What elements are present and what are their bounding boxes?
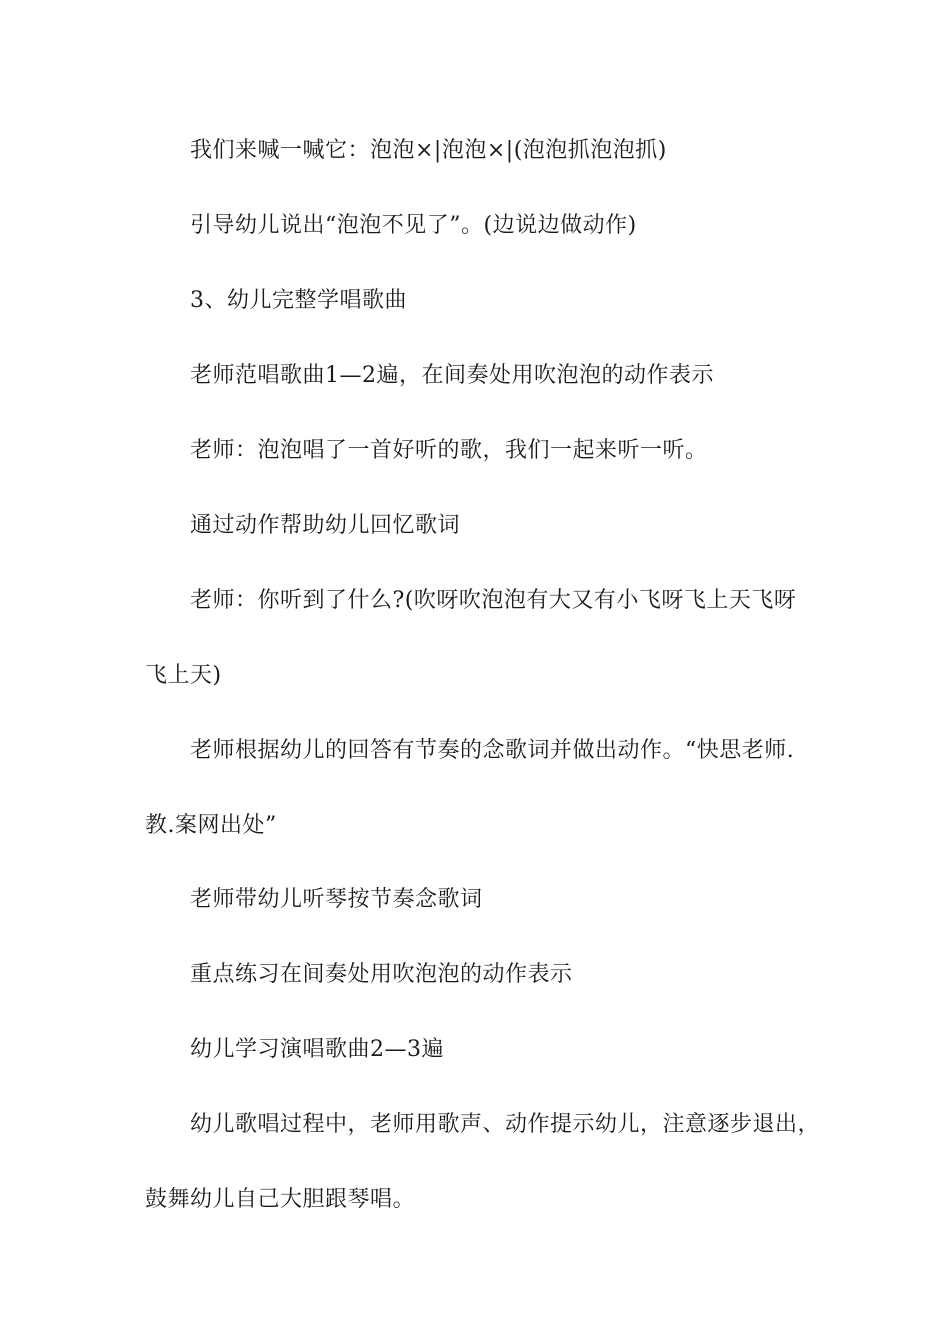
paragraph-line: 幼儿歌唱过程中，老师用歌声、动作提示幼儿，注意逐步退出， xyxy=(190,1112,821,1137)
paragraph-line: 老师：泡泡唱了一首好听的歌，我们一起来听一听。 xyxy=(190,438,708,463)
paragraph-line: 老师带幼儿听琴按节奏念歌词 xyxy=(190,887,483,912)
paragraph-line: 通过动作帮助幼儿回忆歌词 xyxy=(190,513,461,538)
paragraph-continuation: 飞上天) xyxy=(145,663,222,688)
paragraph-line: 老师：你听到了什么?(吹呀吹泡泡有大又有小飞呀飞上天飞呀 xyxy=(190,588,797,613)
paragraph-continuation: 鼓舞幼儿自己大胆跟琴唱。 xyxy=(145,1187,416,1212)
paragraph-line: 重点练习在间奏处用吹泡泡的动作表示 xyxy=(190,962,573,987)
paragraph-line: 幼儿学习演唱歌曲2—3遍 xyxy=(190,1037,444,1062)
paragraph-line: 老师范唱歌曲1—2遍，在间奏处用吹泡泡的动作表示 xyxy=(190,363,714,388)
paragraph-line: 老师根据幼儿的回答有节奏的念歌词并做出动作。“快思老师. xyxy=(190,738,795,763)
paragraph-line: 我们来喊一喊它：泡泡×|泡泡×|(泡泡抓泡泡抓) xyxy=(190,138,667,163)
section-heading: 3、幼儿完整学唱歌曲 xyxy=(190,288,407,313)
paragraph-line: 引导幼儿说出“泡泡不见了”。(边说边做动作) xyxy=(190,213,637,238)
paragraph-continuation: 教.案网出处” xyxy=(145,813,277,838)
